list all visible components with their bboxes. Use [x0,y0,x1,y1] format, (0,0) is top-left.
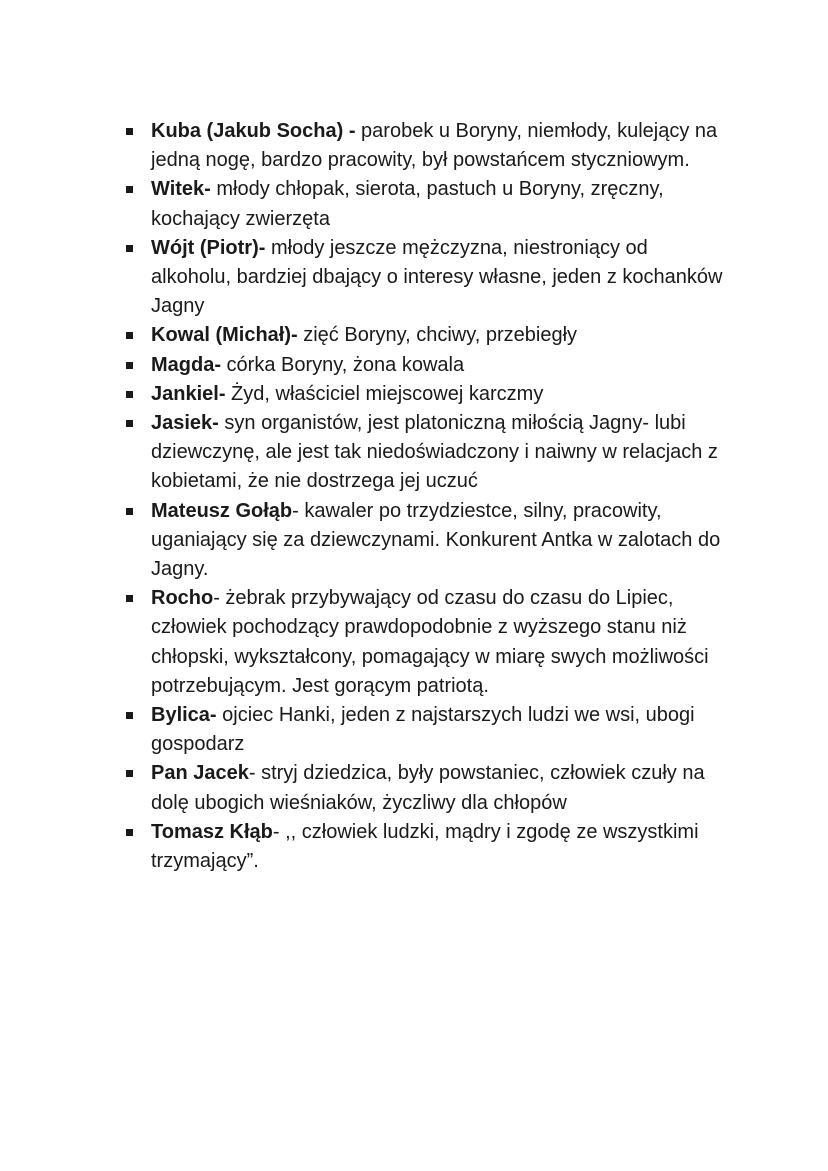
character-name: Jankiel- [151,382,226,405]
list-item [122,409,728,497]
list-item [122,380,728,409]
character-name: Mateusz Gołąb [151,499,293,522]
character-name: Witek- [151,178,211,201]
bullet-icon [126,712,133,719]
bullet-icon [126,186,133,193]
character-description: - kawaler po trzydziestce, silny, pracowity, uganiający się za dziewczynami. Konkurent Antka w zalotach do Jagny. [151,499,721,581]
list-item [122,818,728,876]
list-item [122,321,728,350]
character-name: Jasiek- [151,412,219,435]
bullet-icon [126,128,133,135]
list-item [122,351,728,380]
character-name: Pan Jacek [151,762,249,785]
character-description: zięć Boryny, chciwy, przebiegły [297,324,578,347]
character-name: Kuba (Jakub Socha) - [151,120,356,142]
list-item [122,701,728,759]
bullet-icon [126,362,133,369]
character-name: Rocho [151,587,214,610]
character-description: syn organistów, jest platoniczną miłością Jagny- lubi dziewczynę, ale jest tak niedoświadczony i naiwny w relacjach z kobietami, że nie dostrzega jej uczuć [151,412,718,493]
bullet-icon [126,391,133,398]
bullet-icon [126,420,133,427]
bullet-icon [126,332,133,339]
character-name: Kowal (Michał)- [151,324,298,347]
bullet-icon [126,829,133,836]
bullet-icon [126,595,133,602]
character-description: młody chłopak, sierota, pastuch u Boryny, zręczny, kochający zwierzęta [151,178,664,230]
character-description: - ,, człowiek ludzki, mądry i zgodę ze wszystkimi trzymający”. [151,820,699,873]
character-name: Bylica- [151,704,217,727]
list-item [122,117,728,175]
character-list [122,117,728,876]
list-item [122,175,728,233]
character-description: Żyd, właściciel miejscowej karczmy [225,382,544,405]
list-item [122,584,728,701]
bullet-icon [126,245,133,252]
character-description: parobek u Boryny, niemłody, kulejący na jedną nogę, bardzo pracowity, był powstańcem styczniowym. [151,120,718,172]
bullet-icon [126,508,133,515]
character-description: młody jeszcze mężczyzna, niestroniący od alkoholu, bardziej dbający o interesy własne, jeden z kochanków Jagny [151,236,723,318]
character-description: córka Boryny, żona kowala [221,353,465,376]
character-name: Wójt (Piotr)- [151,236,266,259]
list-item [122,497,728,585]
character-description: - żebrak przybywający od czasu do czasu do Lipiec, człowiek pochodzący prawdopodobnie z wyższego stanu niż chłopski, wykształcony, pomagający w miarę swych możliwości potrzebującym. Jest gorącym patriotą. [151,587,709,697]
bullet-icon [126,770,133,777]
character-name: Tomasz Kłąb [151,820,273,843]
list-item [122,234,728,322]
character-description: - stryj dziedzica, były powstaniec, człowiek czuły na dolę ubogich wieśniaków, życzliwy dla chłopów [151,762,705,814]
character-name: Magda- [151,353,221,376]
character-description: ojciec Hanki, jeden z najstarszych ludzi we wsi, ubogi gospodarz [151,704,695,756]
list-item [122,759,728,817]
